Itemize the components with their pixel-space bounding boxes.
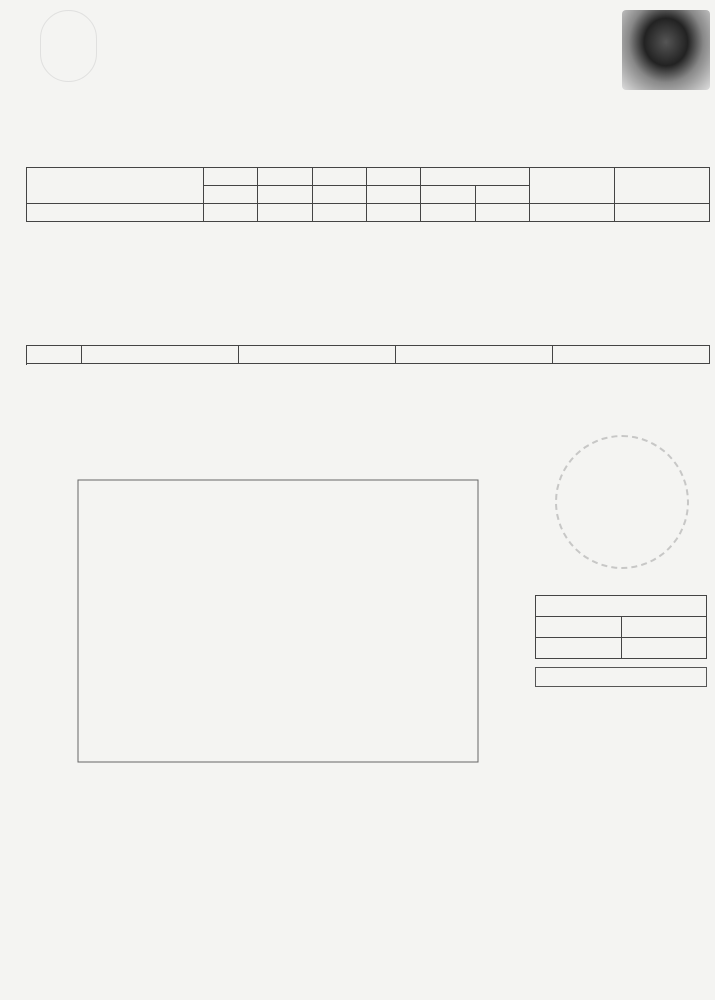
remarks-header [530,168,615,204]
total-label [27,204,204,222]
receipt-date [536,638,622,659]
school-stamp [555,435,689,569]
zonal-header [312,168,366,186]
receipt-time [621,638,707,659]
date-label [536,617,622,638]
subject-group-header [421,168,530,186]
total-teacher [615,204,710,222]
end-term-header [258,168,312,186]
term-header [27,346,82,364]
subject-header [27,168,204,204]
school-crest [40,10,97,82]
accounts-title [536,668,707,687]
total-zonal [312,204,366,222]
student-photo [622,10,710,90]
max-header [312,186,366,204]
mid-term-header [204,168,258,186]
class3-header [396,346,553,364]
receipts-table [535,595,707,659]
max-header [258,186,312,204]
total-mid [204,204,258,222]
subjects-table [26,167,710,222]
time-label [621,617,707,638]
rank-header [475,186,529,204]
grade-header [421,186,475,204]
class2-header [239,346,396,364]
progress-table [26,345,710,364]
chart-frame [78,480,478,762]
term-header [366,168,420,186]
pct-header [366,186,420,204]
class4-header [553,346,710,364]
performance-chart [30,470,530,770]
class1-header [82,346,239,364]
teacher-header [615,168,710,204]
total-end [258,204,312,222]
receipts-title [536,596,707,617]
accounts-table [535,667,707,687]
total-row [27,204,710,222]
total-term [366,204,420,222]
max-header [204,186,258,204]
